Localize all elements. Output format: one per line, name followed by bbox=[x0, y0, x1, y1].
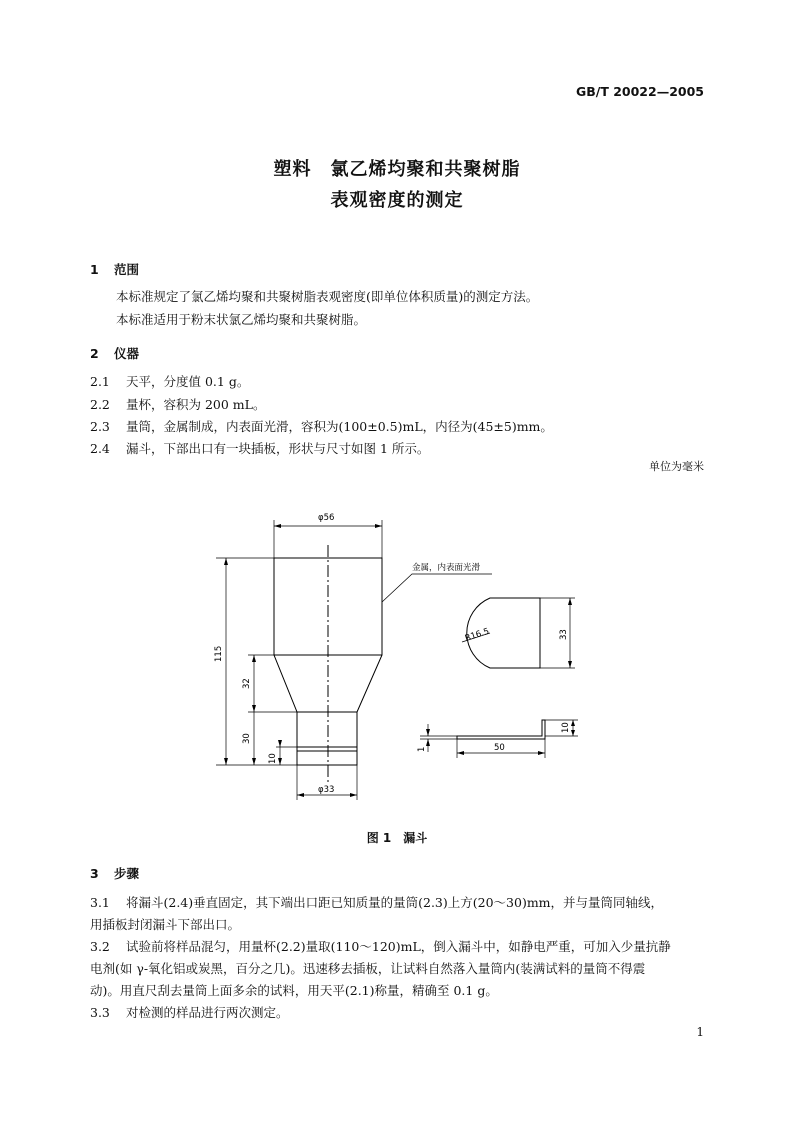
section-3-heading bbox=[90, 864, 139, 882]
clause-item bbox=[90, 372, 710, 392]
section-number: 2 bbox=[90, 346, 99, 361]
figure-caption: 图 1 漏斗 bbox=[366, 831, 428, 845]
section-number: 1 bbox=[90, 262, 99, 277]
dim-plate-length: 50 bbox=[494, 743, 505, 753]
clause-text: 试验前将样品混匀，用量杯(2.2)量取(110～120)mL，倒入漏斗中，如静电严重，可加入少量抗静 bbox=[126, 939, 671, 954]
clause-text: 天平，分度值 0.1 g。 bbox=[126, 374, 250, 389]
gate-plate-side-view bbox=[457, 720, 545, 739]
dim-total-height: 115 bbox=[214, 645, 224, 662]
section-title: 范围 bbox=[114, 262, 140, 277]
clause-number: 3.2 bbox=[90, 939, 110, 954]
clause-text: 漏斗，下部出口有一块插板，形状与尺寸如图 1 所示。 bbox=[126, 441, 430, 456]
dim-gate-height: 10 bbox=[268, 753, 278, 764]
dim-lip-height: 10 bbox=[561, 722, 571, 733]
section-number: 3 bbox=[90, 866, 99, 881]
clause-continuation: 动)。用直尺刮去量筒上面多余的试料，用天平(2.1)称量，精确至 0.1 g。 bbox=[90, 983, 498, 998]
dim-bottom-diameter: φ33 bbox=[318, 785, 335, 795]
clause-number: 3.3 bbox=[90, 1005, 110, 1020]
document-title-line1: 塑料 氯乙烯均聚和共聚树脂 bbox=[273, 159, 521, 180]
section-title: 仪器 bbox=[114, 346, 140, 361]
clause-number: 2.2 bbox=[90, 397, 110, 412]
section-title: 步骤 bbox=[114, 866, 140, 881]
funnel-drawing bbox=[0, 490, 794, 820]
clause-text: 将漏斗(2.4)垂直固定，其下端出口距已知质量的量筒(2.3)上方(20～30)mm，并与量筒同轴线， bbox=[126, 895, 664, 910]
clause-item bbox=[90, 395, 710, 415]
dim-neck-height: 30 bbox=[242, 733, 252, 744]
standard-number: GB/T 20022—2005 bbox=[575, 84, 704, 99]
section-1-paragraph: 本标准适用于粉末状氯乙烯均聚和共聚树脂。 bbox=[116, 312, 367, 327]
clause-item bbox=[90, 893, 710, 913]
page-number: 1 bbox=[696, 1025, 704, 1039]
clause-number: 3.1 bbox=[90, 895, 110, 910]
clause-number: 2.3 bbox=[90, 419, 110, 434]
document-title-line2: 表观密度的测定 bbox=[330, 190, 464, 211]
clause-number: 2.1 bbox=[90, 374, 110, 389]
section-1-heading bbox=[90, 260, 139, 278]
section-2-heading bbox=[90, 344, 139, 362]
unit-note: 单位为毫米 bbox=[649, 460, 704, 473]
clause-item bbox=[90, 439, 710, 459]
clause-text: 量杯，容积为 200 mL。 bbox=[126, 397, 266, 412]
material-note: 金属，内表面光滑 bbox=[412, 563, 481, 573]
clause-item bbox=[90, 417, 710, 437]
dim-radius: R16.5 bbox=[463, 626, 491, 644]
section-1-paragraph: 本标准规定了氯乙烯均聚和共聚树脂表观密度(即单位体积质量)的测定方法。 bbox=[116, 289, 539, 304]
dim-thickness: 1 bbox=[417, 746, 427, 752]
clause-text: 对检测的样品进行两次测定。 bbox=[126, 1005, 289, 1020]
clause-text: 量筒，金属制成，内表面光滑，容积为(100±0.5)mL，内径为(45±5)mm。 bbox=[126, 419, 553, 434]
dim-plate-height: 33 bbox=[559, 629, 569, 640]
clause-continuation: 电剂(如 γ-氧化铝或炭黑，百分之几)。迅速移去插板，让试料自然落入量筒内(装满试料的量筒不得震 bbox=[90, 961, 646, 976]
clause-item bbox=[90, 937, 710, 957]
clause-item bbox=[90, 1003, 710, 1023]
clause-number: 2.4 bbox=[90, 441, 110, 456]
dim-cone-height: 32 bbox=[242, 678, 252, 689]
dim-top-diameter: φ56 bbox=[318, 513, 335, 523]
clause-continuation: 用插板封闭漏斗下部出口。 bbox=[90, 917, 241, 932]
